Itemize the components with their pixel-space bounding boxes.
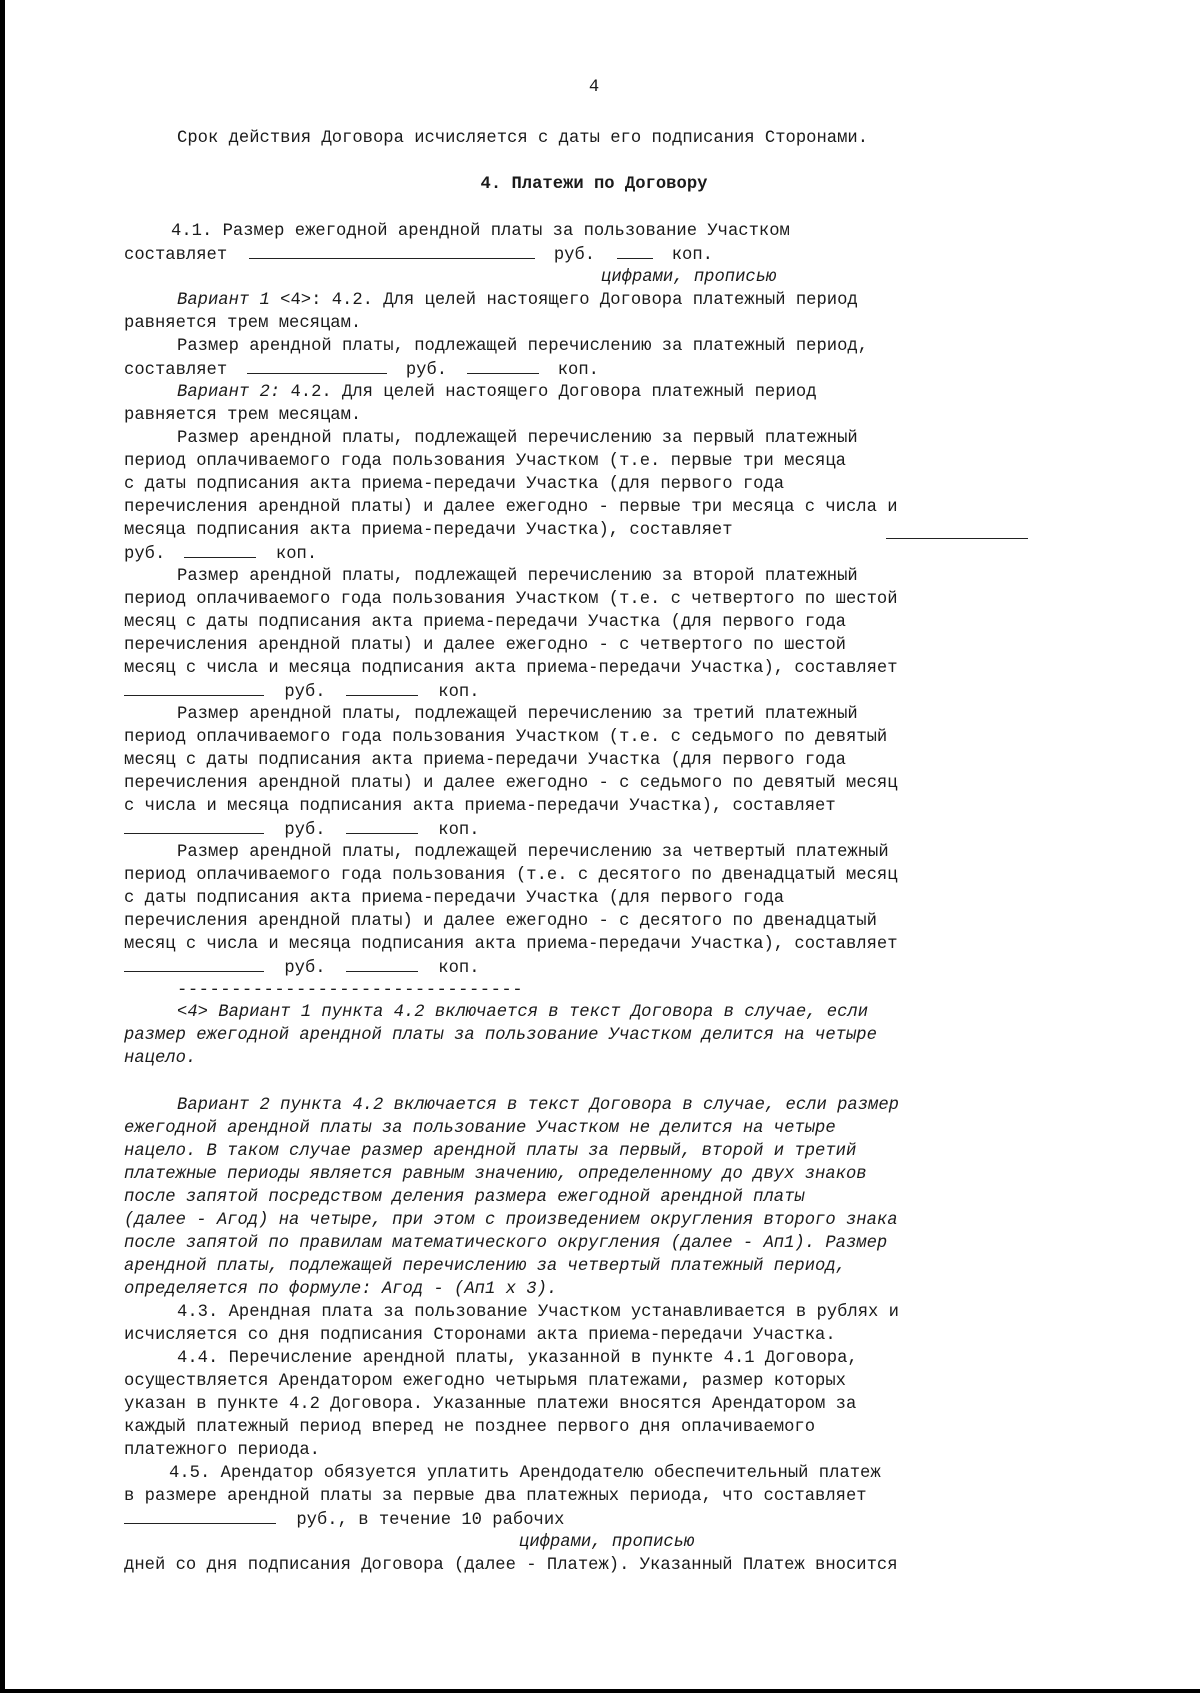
v2-second-line4: перечисления арендной платы) и далее ежегодно - с четвертого по шестой <box>124 636 846 655</box>
v2-third-line5: с числа и месяца подписания акта приема-передачи Участка), составляет <box>124 797 836 816</box>
v2-line2: равняется трем месяцам. <box>124 406 362 425</box>
v2-second-line2: период оплачиваемого года пользования Участком (т.е. с четвертого по шестой <box>124 590 898 609</box>
v2-label: Вариант 2: <box>177 383 281 402</box>
footnote2-line6: (далее - Агод) на четыре, при этом с произведением округления второго знака <box>124 1211 898 1230</box>
v2-third-end-a: руб. <box>284 821 326 840</box>
v2-fourth-line1: Размер арендной платы, подлежащей перечислению за четвертый платежный <box>177 843 889 862</box>
section-title: 4. Платежи по Договору <box>480 175 708 194</box>
v2-second-line5: месяц с числа и месяца подписания акта приема-передачи Участка), составляет <box>124 659 898 678</box>
v1-line2: равняется трем месяцам. <box>124 314 362 333</box>
v2-first-line5 <box>124 519 1030 542</box>
v2-fourth-line4: перечисления арендной платы) и далее ежегодно - с десятого по двенадцатый <box>124 912 877 931</box>
p41-kop-blank[interactable] <box>617 243 653 259</box>
v2-second-end <box>124 680 1030 703</box>
footnote2-line9: определяется по формуле: Агод - (Ап1 х 3). <box>124 1280 558 1299</box>
v1-line1 <box>124 289 1030 312</box>
v2-second-line3: месяц с даты подписания акта приема-передачи Участка (для первого года <box>124 613 846 632</box>
v2-first-end <box>124 542 1030 565</box>
section-title-block <box>124 173 1030 196</box>
v1-label: Вариант 1 <box>177 291 270 310</box>
v2-second-line1: Размер арендной платы, подлежащей перечислению за второй платежный <box>177 567 858 586</box>
p45-line2: в размере арендной платы за первые два платежных периода, что составляет <box>124 1487 867 1506</box>
v2-fourth-line5: месяц с числа и месяца подписания акта приема-передачи Участка), составляет <box>124 935 898 954</box>
p44-line3: указан в пункте 4.2 Договора. Указанные платежи вносятся Арендатором за <box>124 1395 857 1414</box>
v2-fourth-line2: период оплачиваемого года пользования (т.е. с десятого по двенадцатый месяц <box>124 866 898 885</box>
v2-first-line4: перечисления арендной платы) и далее ежегодно - первые три месяца с числа и <box>124 498 898 517</box>
v2-fourth-end-a: руб. <box>284 959 326 978</box>
v2-first-line2: период оплачиваемого года пользования Участком (т.е. первые три месяца <box>124 452 846 471</box>
term-block <box>124 127 1030 150</box>
v2-third-rub-blank[interactable] <box>124 818 264 834</box>
p45-line3-text: руб., в течение 10 рабочих <box>296 1511 565 1530</box>
v2-second-end-b: коп. <box>438 683 480 702</box>
p41-text-a: составляет <box>124 246 228 265</box>
v2-fourth-end <box>124 956 1030 979</box>
p45-rub-blank[interactable] <box>124 1508 276 1524</box>
v2-second-kop-blank[interactable] <box>346 680 418 696</box>
v2-second-rub-blank[interactable] <box>124 680 264 696</box>
v1-line1-rest: <4>: 4.2. Для целей настоящего Договора платежный период <box>280 291 858 310</box>
p41-rub-blank[interactable] <box>249 243 535 259</box>
page-number: 4 <box>588 78 600 97</box>
v2-fourth-kop-blank[interactable] <box>346 956 418 972</box>
v2-line1-rest: 4.2. Для целей настоящего Договора платежный период <box>290 383 817 402</box>
v1-text-c: коп. <box>557 361 599 380</box>
p41-hint: цифрами, прописью <box>601 268 777 287</box>
v2-third-line2: период оплачиваемого года пользования Участком (т.е. с седьмого по девятый <box>124 728 888 747</box>
scan-bottom-border <box>0 1689 1200 1693</box>
p44-line5: платежного периода. <box>124 1441 320 1460</box>
p45-line4: дней со дня подписания Договора (далее - Платеж). Указанный Платеж вносится <box>124 1556 898 1575</box>
v1-rub-blank[interactable] <box>247 358 387 374</box>
paragraphs-43-45 <box>124 1301 1030 1577</box>
page-number-block <box>124 76 1030 99</box>
footnote-block <box>124 1001 1030 1070</box>
p41-text-b: руб. <box>553 246 596 265</box>
footnote2-line3: нацело. В таком случае размер арендной платы за первый, второй и третий <box>124 1142 857 1161</box>
footnote2-line7: после запятой по правилам математического округления (далее - Ап1). Размер <box>124 1234 888 1253</box>
v2-third-end <box>124 818 1030 841</box>
p41-text-c: коп. <box>671 246 713 265</box>
v2-third-line3: месяц с даты подписания акта приема-передачи Участка (для первого года <box>124 751 846 770</box>
v2-first-line5-text: месяца подписания акта приема-передачи Участка), составляет <box>124 521 733 540</box>
p44-line1: 4.4. Перечисление арендной платы, указанной в пункте 4.1 Договора, <box>177 1349 858 1368</box>
v2-third-line1: Размер арендной платы, подлежащей перечислению за третий платежный <box>177 705 858 724</box>
v2-third-kop-blank[interactable] <box>346 818 418 834</box>
p41-line2 <box>124 243 1030 266</box>
v2-first-line3: с даты подписания акта приема-передачи Участка (для первого года <box>124 475 785 494</box>
p44-line4: каждый платежный период вперед не позднее первого дня оплачиваемого <box>124 1418 816 1437</box>
p43-line1: 4.3. Арендная плата за пользование Участком устанавливается в рублях и <box>177 1303 899 1322</box>
v2-first-rub-blank[interactable] <box>886 523 1028 539</box>
v1-text-b: руб. <box>405 361 448 380</box>
v2-fourth-rub-blank[interactable] <box>124 956 264 972</box>
p45-line1: 4.5. Арендатор обязуется уплатить Арендодателю обеспечительный платеж <box>169 1464 881 1483</box>
footnote2-line5: после запятой посредством деления размера ежегодной арендной платы <box>124 1188 805 1207</box>
footnote2-line8: арендной платы, подлежащей перечислению за четвертый платежный период, <box>124 1257 846 1276</box>
p45-hint: цифрами, прописью <box>519 1533 695 1552</box>
footnote-separator: -------------------------------- <box>177 981 524 1000</box>
footnote2-line4: платежные периоды является равным значению, определенному до двух знаков <box>124 1165 867 1184</box>
footnote1-line3: нацело. <box>124 1049 197 1068</box>
footnote2-line2: ежегодной арендной платы за пользование Участком не делится на четыре <box>124 1119 836 1138</box>
v2-first-kop-blank[interactable] <box>184 542 256 558</box>
v1-text-a: составляет <box>124 361 228 380</box>
v2-fourth-end-b: коп. <box>438 959 480 978</box>
v1-line4 <box>124 358 1030 381</box>
p44-line2: осуществляется Арендатором ежегодно четырьмя платежами, размер которых <box>124 1372 846 1391</box>
payments-body <box>124 220 1030 1002</box>
footnote1-line1: <4> Вариант 1 пункта 4.2 включается в текст Договора в случае, если <box>177 1003 869 1022</box>
term-line: Срок действия Договора исчисляется с даты его подписания Сторонами. <box>177 129 869 148</box>
v2-third-end-b: коп. <box>438 821 480 840</box>
footnote2-line1: Вариант 2 пункта 4.2 включается в текст Договора в случае, если размер <box>177 1096 899 1115</box>
v2-second-end-a: руб. <box>284 683 326 702</box>
p43-line2: исчисляется со дня подписания Сторонами акта приема-передачи Участка. <box>124 1326 836 1345</box>
v2-first-line1: Размер арендной платы, подлежащей перечислению за первый платежный <box>177 429 858 448</box>
v2-first-end-a: руб. <box>124 545 166 564</box>
footnote1-line2: размер ежегодной арендной платы за пользование Участком делится на четыре <box>124 1026 877 1045</box>
p41-line1: 4.1. Размер ежегодной арендной платы за пользование Участком <box>171 222 790 241</box>
v1-line3: Размер арендной платы, подлежащей перечислению за платежный период, <box>177 337 869 356</box>
v2-third-line4: перечисления арендной платы) и далее ежегодно - с седьмого по девятый месяц <box>124 774 898 793</box>
v2-line1 <box>124 381 1030 404</box>
v1-kop-blank[interactable] <box>467 358 539 374</box>
v2-fourth-line3: с даты подписания акта приема-передачи Участка (для первого года <box>124 889 785 908</box>
v2-first-end-b: коп. <box>275 545 318 564</box>
footnote2-block <box>124 1094 1030 1301</box>
scan-left-border <box>0 0 5 1693</box>
p45-line3 <box>124 1508 1030 1531</box>
